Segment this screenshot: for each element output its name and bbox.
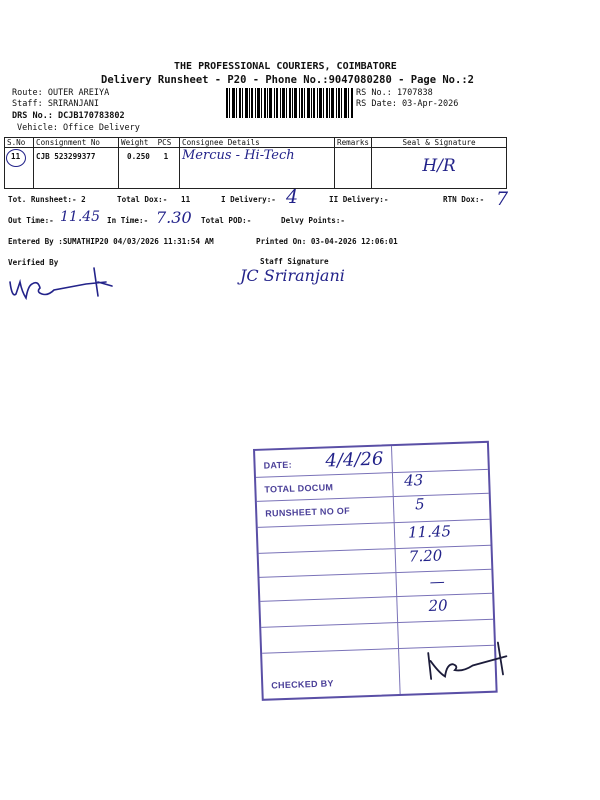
stamp-in-time-value: 7.20 <box>408 546 443 566</box>
stamp-total-docum-label: TOTAL DOCUM <box>264 482 334 495</box>
stamp-row6-value: 20 <box>428 596 448 615</box>
total-pod: Total POD:- <box>201 216 252 225</box>
rtn-dox-value: 7 <box>496 188 509 210</box>
in-time-value: 7.30 <box>156 208 192 227</box>
delvy-points: Delvy Points:- <box>281 216 346 225</box>
row-seal: H/R <box>372 148 507 189</box>
row-sno: 11 <box>5 148 34 189</box>
header-remarks: Remarks <box>335 138 372 148</box>
stamp-date-value: 4/4/26 <box>325 448 384 472</box>
verified-signature <box>6 262 116 304</box>
row-remarks <box>335 148 372 189</box>
stamp-checked-label: CHECKED BY <box>271 678 334 691</box>
company-title: THE PROFESSIONAL COURIERS, COIMBATORE <box>174 61 397 72</box>
stamp-runsheet-no-label: RUNSHEET NO OF <box>265 505 351 519</box>
runsheet-subtitle: Delivery Runsheet - P20 - Phone No.:9047080280 - Page No.:2 <box>101 74 474 86</box>
row-weight-pcs: 0.250 1 <box>119 148 180 189</box>
header-sno: S.No <box>5 138 34 148</box>
drs-label: DRS No.: DCJB170783802 <box>12 111 125 121</box>
rtn-dox: RTN Dox:- <box>443 195 485 204</box>
i-delivery-value: 4 <box>286 186 299 208</box>
printed-on: Printed On: 03-04-2026 12:06:01 <box>256 237 398 246</box>
stamp-date-label: DATE: <box>263 459 293 471</box>
tot-runsheet: Tot. Runsheet:- 2 <box>8 195 86 204</box>
header-seal: Seal & Signature <box>372 138 507 148</box>
rs-no-label: RS No.: 1707838 <box>356 88 433 98</box>
stamp-out-time-value: 11.45 <box>407 522 452 542</box>
runsheet-table <box>4 137 507 189</box>
verified-by-label: Verified By <box>8 258 59 267</box>
staff-signature: JC Sriranjani <box>240 266 345 285</box>
header-weight-pcs: Weight PCS <box>119 138 180 148</box>
i-delivery: I Delivery:- <box>221 195 276 204</box>
header-consignee: Consignee Details <box>180 138 335 148</box>
stamp-total-docum-value: 43 <box>403 471 424 490</box>
staff-signature-label: Staff Signature <box>260 257 329 266</box>
total-dox: Total Dox:- 11 <box>117 195 191 204</box>
out-time-value: 11.45 <box>60 209 101 225</box>
table-header-row <box>5 138 507 148</box>
route-label: Route: OUTER AREIYA <box>12 88 110 98</box>
receipt-stamp <box>253 441 498 701</box>
stamp-row5-value: — <box>429 572 446 591</box>
header-consignment: Consignment No <box>34 138 119 148</box>
stamp-runsheet-no-value: 5 <box>414 495 425 514</box>
ii-delivery: II Delivery:- <box>329 195 389 204</box>
rs-date-label: RS Date: 03-Apr-2026 <box>356 99 459 109</box>
barcode <box>226 88 354 118</box>
vehicle-label: Vehicle: Office Delivery <box>17 123 140 133</box>
row-consignment: CJB 523299377 <box>34 148 119 189</box>
stamp-signature <box>422 638 523 685</box>
entered-by: Entered By :SUMATHIP20 04/03/2026 11:31:54 AM <box>8 237 214 246</box>
staff-label: Staff: SRIRANJANI <box>12 99 99 109</box>
out-time: Out Time:- <box>8 216 54 225</box>
in-time: In Time:- <box>107 216 149 225</box>
row-consignee: Mercus - Hi-Tech <box>180 148 335 189</box>
table-row <box>5 148 507 189</box>
